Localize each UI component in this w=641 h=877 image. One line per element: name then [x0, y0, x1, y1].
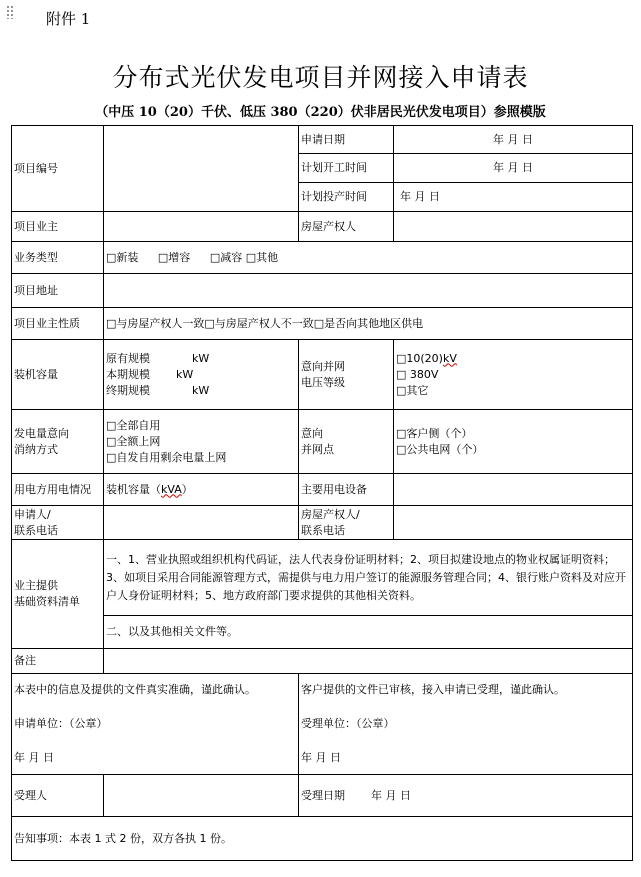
biz-option-new[interactable]: □新装: [106, 250, 139, 264]
accept-date-cell[interactable]: [299, 775, 633, 817]
materials-list-2: 二、以及其他相关文件等。: [104, 616, 633, 649]
usage-capacity-suffix: ）: [181, 482, 193, 496]
property-owner-field[interactable]: [394, 212, 633, 242]
property-contact-field[interactable]: [394, 506, 633, 540]
usage-capacity-field[interactable]: [104, 474, 299, 506]
property-contact-label-line2: 联系电话: [301, 523, 345, 537]
consume-option-surplus[interactable]: □自发自用剩余电量上网: [106, 450, 227, 464]
usage-capacity-unit: kVA: [161, 482, 182, 496]
project-no-field[interactable]: [104, 126, 299, 212]
property-contact-label: [299, 506, 394, 540]
apply-unit-label: 申请单位：（公章）: [14, 717, 108, 730]
acceptor-confirm-text: 客户提供的文件已审核，接入申请已受理，谨此确认。: [301, 683, 565, 696]
consume-options: [104, 410, 299, 474]
accept-unit-label: 受理单位：（公章）: [301, 717, 395, 730]
property-contact-label-line1: 房屋产权人/: [301, 507, 360, 521]
voltage-option-other[interactable]: □其它: [396, 383, 429, 397]
notice-text: 告知事项：本表 1 式 2 份，双方各执 1 份。: [12, 817, 633, 861]
consume-option-full-grid[interactable]: □全额上网: [106, 434, 161, 448]
acceptor-confirm-cell: [299, 674, 633, 775]
main-equipment-field[interactable]: [394, 474, 633, 506]
biz-type-options: [104, 242, 633, 274]
biz-type-label: 业务类型: [12, 242, 104, 274]
biz-option-increase[interactable]: □增容: [157, 250, 191, 264]
apply-date-field[interactable]: 年 月 日: [394, 126, 633, 154]
remark-label: 备注: [12, 649, 104, 674]
voltage-option-380v[interactable]: □ 380V: [396, 367, 439, 381]
capacity-existing-label: 原有规模: [106, 351, 150, 365]
consume-label: [12, 410, 104, 474]
capacity-existing-unit: kW: [192, 351, 210, 365]
application-form-table: [11, 125, 633, 861]
owner-nature-label: 项目业主性质: [12, 308, 104, 340]
page-subtitle: （中压 10（20）千伏、低压 380（220）伏非居民光伏发电项目）参照模版: [95, 105, 546, 120]
capacity-field[interactable]: [104, 340, 299, 410]
acceptor-field[interactable]: [104, 775, 299, 817]
voltage-option-10kv-unit: kV: [442, 351, 457, 365]
grid-point-label-line2: 并网点: [301, 442, 334, 456]
remark-field[interactable]: [104, 649, 633, 674]
grid-point-option-public[interactable]: □公共电网（个）: [396, 442, 484, 456]
capacity-final-label: 终期规模: [106, 383, 150, 397]
materials-label-line1: 业主提供: [14, 579, 58, 592]
apply-confirm-date[interactable]: 年 月 日: [14, 751, 54, 764]
owner-field[interactable]: [104, 212, 299, 242]
voltage-label-line1: 意向并网: [301, 359, 345, 373]
applicant-label-line2: 联系电话: [14, 523, 58, 537]
usage-label: 用电方用电情况: [12, 474, 104, 506]
main-equipment-label: 主要用电设备: [299, 474, 394, 506]
address-label: 项目地址: [12, 274, 104, 308]
voltage-label-line2: 电压等级: [301, 375, 345, 389]
voltage-label: [299, 340, 394, 410]
plan-production-field[interactable]: 年 月 日: [394, 183, 633, 212]
drag-handle-icon[interactable]: [6, 5, 14, 19]
consume-option-self[interactable]: □全部自用: [106, 418, 161, 432]
page-title: 分布式光伏发电项目并网接入申请表: [112, 63, 529, 92]
materials-label: [12, 540, 104, 649]
consume-label-line1: 发电量意向: [14, 426, 69, 440]
capacity-current-label: 本期规模: [106, 367, 150, 381]
applicant-label-line1: 申请人/: [14, 507, 51, 521]
capacity-label: 装机容量: [12, 340, 104, 410]
grid-point-option-customer[interactable]: □客户侧（个）: [396, 426, 473, 440]
biz-option-other[interactable]: □其他: [245, 250, 279, 264]
voltage-option-10kv-text: □10(20): [396, 351, 443, 365]
project-no-label: 项目编号: [12, 126, 104, 212]
owner-nature-options[interactable]: □与房屋产权人一致□与房屋产权人不一致□是否向其他地区供电: [104, 308, 633, 340]
owner-label: 项目业主: [12, 212, 104, 242]
materials-list-1: 一、1、营业执照或组织机构代码证，法人代表身份证明材料；2、项目拟建设地点的物业权属证明资料；3、如项目采用合同能源管理方式，需提供与电力用户签订的能源服务管理合同；4、银行账户资料及对应开户人身份证明材料；5、地方政府部门要求提供的其他相关资料。: [104, 540, 633, 616]
applicant-field[interactable]: [104, 506, 299, 540]
applicant-confirm-cell: [12, 674, 299, 775]
capacity-final-unit: kW: [192, 383, 210, 397]
accept-date-value: 年 月 日: [371, 788, 411, 802]
usage-capacity-prefix: 装机容量（: [106, 482, 161, 496]
applicant-label: [12, 506, 104, 540]
address-field[interactable]: [104, 274, 633, 308]
voltage-option-10kv[interactable]: [396, 351, 630, 367]
attachment-label: 附件 1: [46, 10, 91, 28]
voltage-options: [394, 340, 633, 410]
grid-point-label: [299, 410, 394, 474]
property-owner-label: 房屋产权人: [299, 212, 394, 242]
plan-start-field[interactable]: 年 月 日: [394, 154, 633, 183]
applicant-confirm-text: 本表中的信息及提供的文件真实准确，谨此确认。: [14, 683, 256, 696]
accept-date-label: 受理日期: [301, 788, 345, 802]
biz-option-decrease[interactable]: □减容: [209, 250, 243, 264]
grid-point-label-line1: 意向: [301, 426, 323, 440]
grid-point-options: [394, 410, 633, 474]
materials-label-line2: 基础资料清单: [14, 595, 80, 608]
acceptor-label: 受理人: [12, 775, 104, 817]
plan-start-label: 计划开工时间: [299, 154, 394, 183]
plan-production-label: 计划投产时间: [299, 183, 394, 212]
consume-label-line2: 消纳方式: [14, 442, 58, 456]
capacity-current-unit: kW: [176, 367, 194, 381]
accept-confirm-date[interactable]: 年 月 日: [301, 751, 341, 764]
apply-date-label: 申请日期: [299, 126, 394, 154]
